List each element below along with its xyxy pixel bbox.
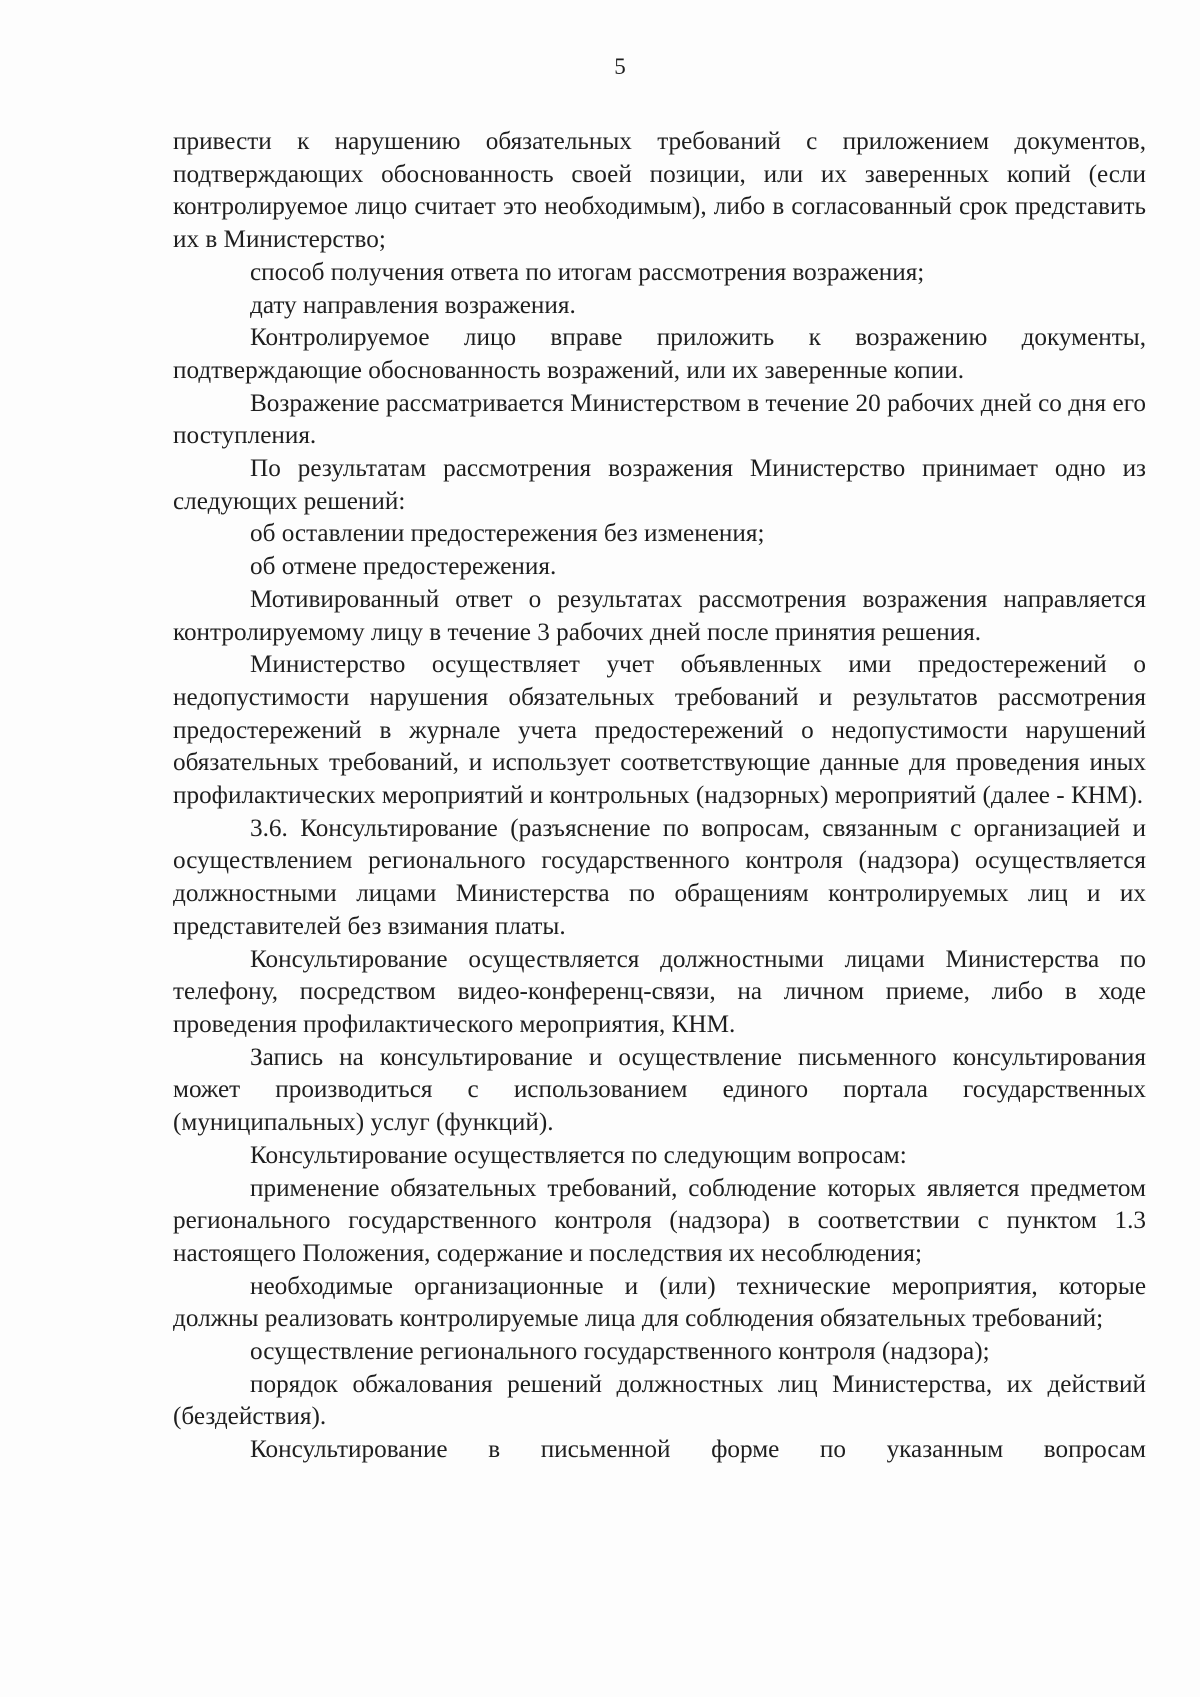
paragraph: дату направления возражения. — [250, 291, 576, 319]
paragraph: привести к нарушению обязательных требований с приложением документов, подтверждающих обоснованность своей позиции, или их заверенных копий (если контролируемое лицо считает это необходимым), либо в согласованный срок представить их в Министерство; — [173, 128, 1146, 254]
paragraph: По результатам рассмотрения возражения Министерство принимает одно из следующих решений: — [173, 455, 1146, 515]
paragraph: об отмене предостережения. — [250, 553, 557, 581]
paragraph: способ получения ответа по итогам рассмотрения возражения; — [250, 258, 925, 286]
paragraph: Мотивированный ответ о результатах рассмотрения возражения направляется контролируемому лицу в течение 3 рабочих дней после принятия решения. — [173, 585, 1146, 646]
document-body — [173, 126, 1146, 1467]
paragraph: Возражение рассматривается Министерством в течение 20 рабочих дней со дня его поступления. — [173, 389, 1146, 450]
paragraph: 3.6. Консультирование (разъяснение по вопросам, связанным с организацией и осуществлением регионального государственного контроля (надзора) осуществляется должностными лицами Министерства по обращениям контролируемых лиц и их представителей без взимания платы. — [173, 814, 1146, 940]
paragraph: необходимые организационные и (или) технические мероприятия, которые должны реализовать контролируемые лица для соблюдения обязательных требований; — [173, 1272, 1146, 1333]
paragraph: осуществление регионального государственного контроля (надзора); — [250, 1338, 990, 1366]
paragraph: применение обязательных требований, соблюдение которых является предметом регионального государственного контроля (надзора) в соответствии с пунктом 1.3 настоящего Положения, содержание и последствия их несоблюдения; — [173, 1174, 1146, 1267]
paragraph: Консультирование осуществляется должностными лицами Министерства по телефону, посредством видео-конференц-связи, на личном приеме, либо в ходе проведения профилактического мероприятия, КНМ. — [173, 945, 1146, 1038]
paragraph: об оставлении предостережения без изменения; — [250, 520, 765, 548]
paragraph: Контролируемое лицо вправе приложить к возражению документы, подтверждающие обоснованность возражений, или их заверенные копии. — [173, 324, 1146, 384]
paragraph: порядок обжалования решений должностных лиц Министерства, их действий (бездействия). — [173, 1370, 1146, 1431]
paragraph: Запись на консультирование и осуществление письменного консультирования может производиться с использованием единого портала государственных (муниципальных) услуг (функций). — [173, 1043, 1146, 1137]
paragraph: Министерство осуществляет учет объявленных ими предостережений о недопустимости нарушения обязательных требований и результатов рассмотрения предостережений в журнале учета предостережений о недопустимости нарушений обязательных требований, и использует соответствующие данные для проведения иных профилактических мероприятий и контрольных (надзорных) мероприятий (далее - КНМ). — [173, 651, 1146, 810]
paragraph: Консультирование осуществляется по следующим вопросам: — [250, 1141, 907, 1169]
page-number: 5 — [614, 54, 626, 79]
paragraph: Консультирование в письменной форме по указанным вопросам — [250, 1436, 1146, 1464]
